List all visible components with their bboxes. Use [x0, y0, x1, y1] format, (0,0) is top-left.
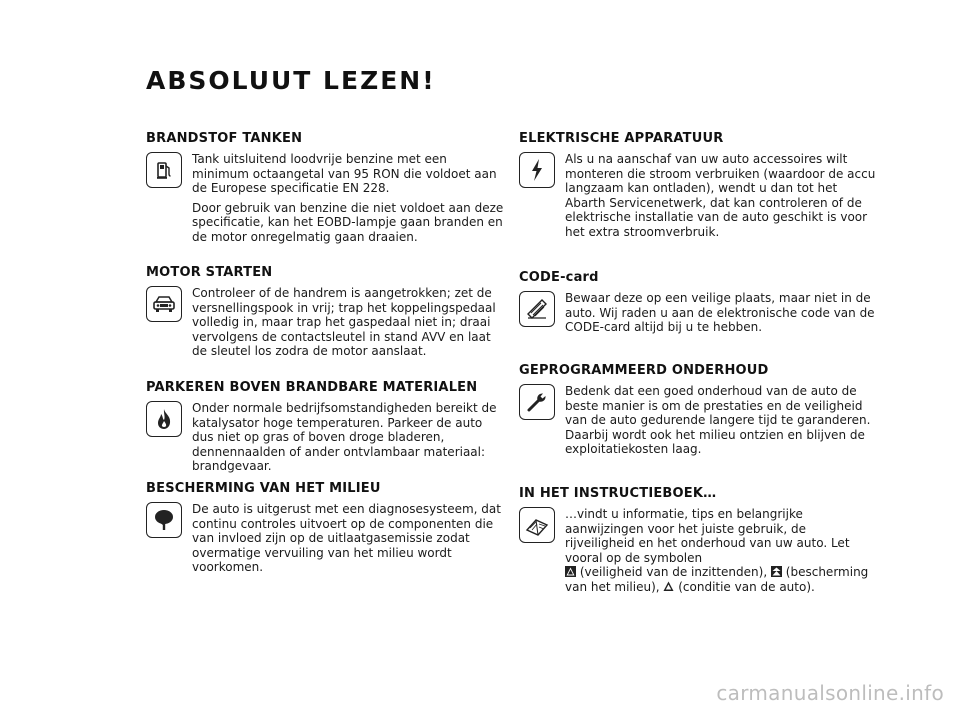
- environment-symbol-text: (bescherming van het milieu),: [565, 565, 869, 594]
- section-heading: CODE-card: [519, 270, 599, 285]
- section-heading: PARKEREN BOVEN BRANDBARE MATERIALEN: [146, 380, 478, 395]
- safety-symbol-icon: [565, 566, 576, 577]
- car-icon: [146, 286, 182, 322]
- section-heading: ELEKTRISCHE APPARATUUR: [519, 131, 724, 146]
- code-card-icon: [519, 291, 555, 327]
- section-heading: BESCHERMING VAN HET MILIEU: [146, 481, 381, 496]
- open-book-icon: [519, 507, 555, 543]
- environment-symbol-icon: [771, 566, 782, 577]
- watermark: carmanualsonline.info: [716, 681, 944, 705]
- section-heading: BRANDSTOF TANKEN: [146, 131, 303, 146]
- paragraph: Bewaar deze op een veilige plaats, maar niet in de auto. Wij raden u aan de elektronische code van de CODE-card altijd bij u te hebben.: [565, 291, 875, 335]
- fuel-pump-icon: [146, 152, 182, 188]
- paragraph: Als u na aanschaf van uw auto accessoires wilt monteren die stroom verbruiken (waardoor de accu langzaam kan ontladen), wendt u dan tot het Abarth Servicenetwerk, dat kan controleren of de elektrische installatie van de auto geschikt is voor het extra stroomverbruik.: [565, 152, 876, 239]
- safety-symbol-text: (veiligheid van de inzittenden),: [579, 565, 768, 580]
- section-code-card: [519, 270, 879, 340]
- page-title: ABSOLUUT LEZEN!: [146, 66, 436, 95]
- paragraph: De auto is uitgerust met een diagnosesysteem, dat continu controles uitvoert op de componenten die van invloed zijn op de uitlaatgasemissie zodat overmatige vervuiling van het milieu wordt voorkomen.: [192, 502, 501, 575]
- section-geprogrammeerd-onderhoud: [519, 363, 879, 462]
- intro-text: …vindt u informatie, tips en belangrijke aanwijzingen voor het juiste gebruik, de rijveiligheid en het onderhoud van uw auto. Let vooral op de symbolen: [565, 507, 850, 565]
- tree-icon: [146, 502, 182, 538]
- vehicle-condition-symbol-icon: [663, 581, 674, 592]
- section-motor-starten: [146, 265, 506, 364]
- lightning-icon: [519, 152, 555, 188]
- wrench-icon: [519, 384, 555, 420]
- section-heading: GEPROGRAMMEERD ONDERHOUD: [519, 363, 769, 378]
- paragraph: Tank uitsluitend loodvrije benzine met een minimum octaangetal van 95 RON die voldoet aan de Europese specificatie EN 228.: [192, 152, 497, 196]
- paragraph: Controleer of de handrem is aangetrokken; zet de versnellingspook in vrij; trap het koppelingspedaal volledig in, maar trap het gaspedaal niet in; draai vervolgens de contactsleutel in stand AVV en laat de sleutel los zodra de motor aanslaat.: [192, 286, 496, 359]
- paragraph: [565, 507, 879, 595]
- flame-icon: [146, 401, 182, 437]
- section-instructieboek: [519, 486, 879, 600]
- paragraph: Onder normale bedrijfsomstandigheden bereikt de katalysator hoge temperaturen. Parkeer de auto dus niet op gras of boven droge bladeren, dennennaalden of ander ontvlambaar materiaal: brandgevaar.: [192, 401, 497, 474]
- section-elektrische-apparatuur: [519, 131, 879, 245]
- paragraph: Door gebruik van benzine die niet voldoet aan deze specificatie, kan het EOBD-lampje gaan branden en de motor onregelmatig gaan draaien.: [192, 200, 504, 244]
- section-heading: MOTOR STARTEN: [146, 265, 273, 280]
- section-heading: IN HET INSTRUCTIEBOEK…: [519, 486, 717, 501]
- section-brandstof-tanken: [146, 131, 506, 250]
- section-parkeren: [146, 380, 506, 479]
- vehicle-condition-symbol-text: (conditie van de auto).: [678, 579, 815, 594]
- section-bescherming-milieu: [146, 481, 506, 580]
- paragraph: Bedenk dat een goed onderhoud van de auto de beste manier is om de prestaties en de veiligheid van de auto gedurende langere tijd te garanderen. Daarbij wordt ook het milieu ontzien en blijven de exploitatiekosten laag.: [565, 384, 871, 457]
